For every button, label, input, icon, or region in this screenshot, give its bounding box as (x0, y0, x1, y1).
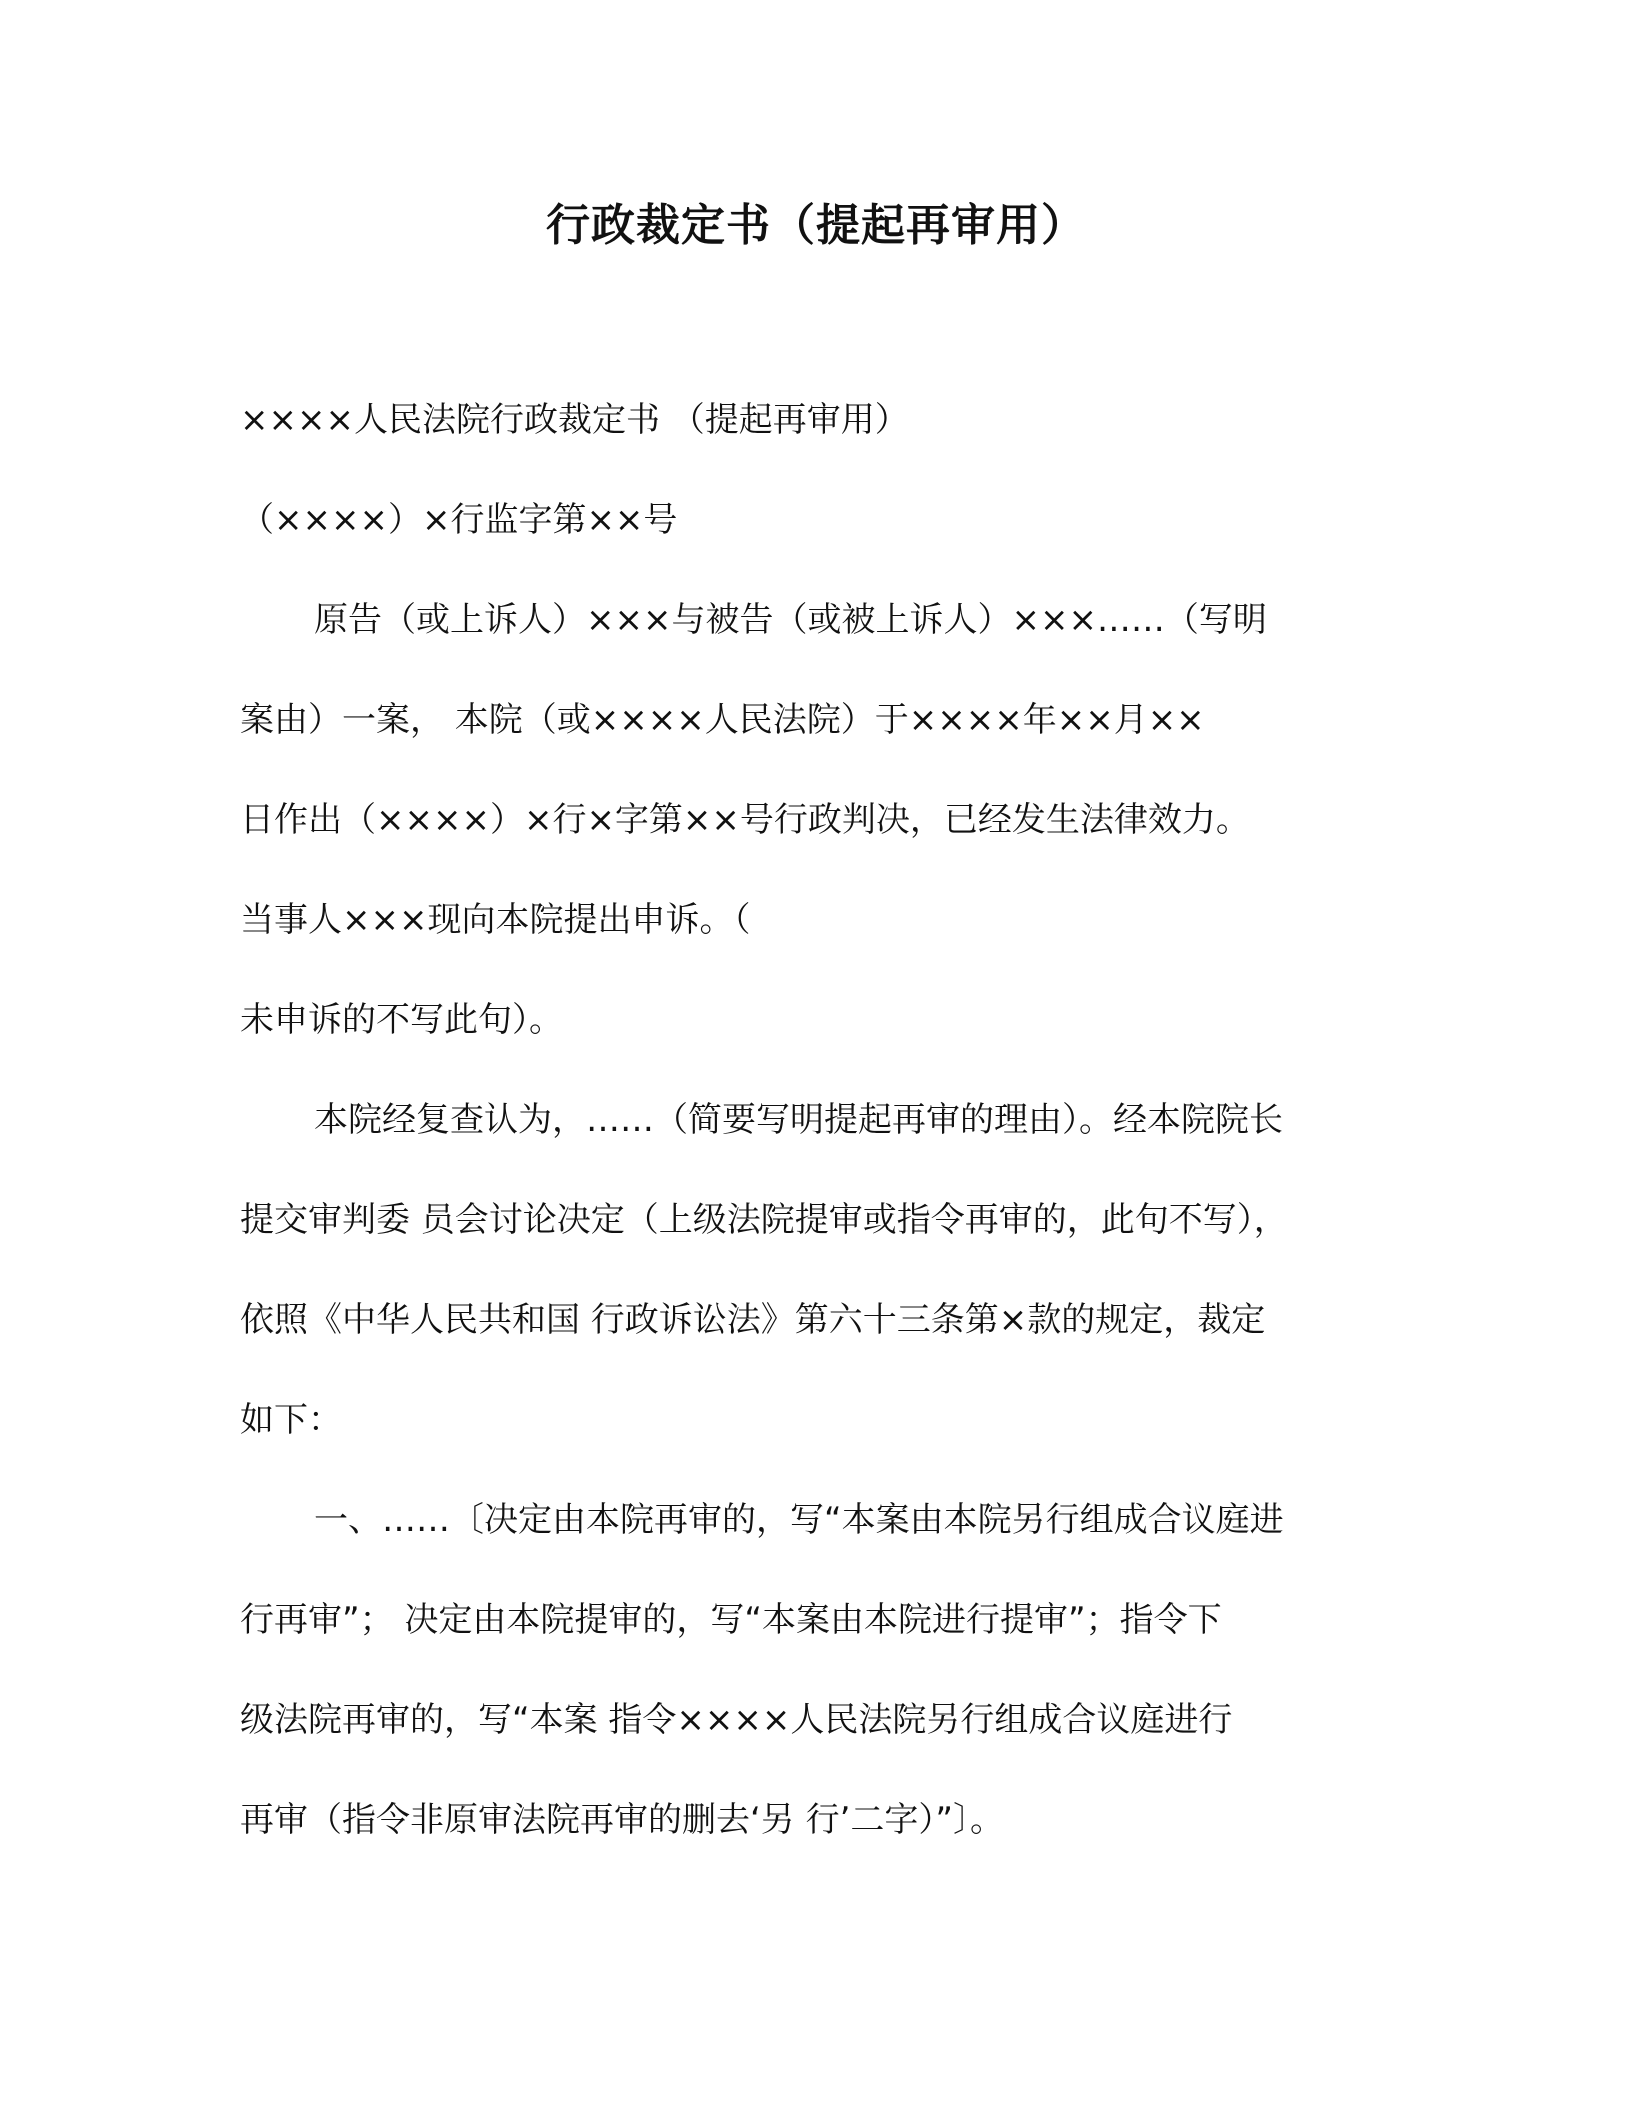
paragraph-line: 日作出（××××）×行×字第××号行政判决，已经发生法律效力。 (240, 800, 1250, 840)
paragraph-line: 本院经复查认为，……（简要写明提起再审的理由）。经本院院长 (314, 1100, 1283, 1140)
paragraph-line: 未申诉的不写此句）。 (240, 1000, 563, 1040)
paragraph-line: 案由）一案， 本院（或××××人民法院）于××××年××月×× (240, 700, 1205, 740)
paragraph-line: 原告（或上诉人）×××与被告（或被上诉人）×××……（写明 (314, 600, 1267, 640)
case-number: （××××）×行监字第××号 (240, 500, 678, 540)
paragraph-line: 一、……〔决定由本院再审的，写“本案由本院另行组成合议庭进 (314, 1500, 1284, 1540)
paragraph-line: 级法院再审的，写“本案 指令××××人民法院另行组成合议庭进行 (240, 1700, 1233, 1740)
paragraph-line: 依照《中华人民共和国 行政诉讼法》第六十三条第×款的规定，裁定 (240, 1300, 1266, 1340)
paragraph-line: 再审（指令非原审法院再审的删去‘另 行’二字）”〕。 (240, 1800, 1005, 1840)
paragraph-line: 行再审”； 决定由本院提审的，写“本案由本院进行提审”；指令下 (240, 1600, 1222, 1640)
paragraph-line: 提交审判委 员会讨论决定（上级法院提审或指令再审的，此句不写）， (240, 1200, 1288, 1240)
court-heading: ××××人民法院行政裁定书 （提起再审用） (240, 400, 909, 440)
paragraph-line: 当事人×××现向本院提出申诉。（ (240, 900, 751, 940)
document-body (240, 370, 1400, 1870)
paragraph-line: 如下： (240, 1400, 342, 1440)
page-title: 行政裁定书（提起再审用） (546, 200, 1086, 251)
